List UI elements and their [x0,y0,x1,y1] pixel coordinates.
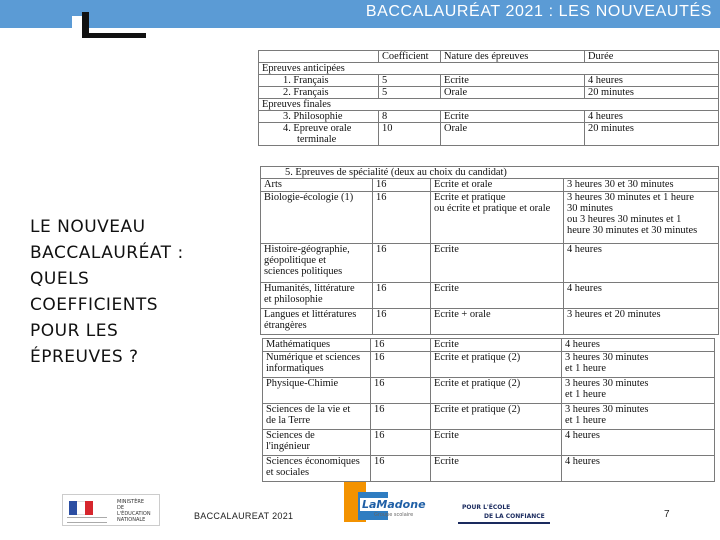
duree-cell: 20 minutes [585,87,719,99]
slide-title: BACCALAURÉAT 2021 : LES NOUVEAUTÉS [365,3,712,20]
table-row [263,430,715,456]
table-row [263,352,715,378]
table-row [263,456,715,482]
epreuve-line: Sciences économiques [266,456,360,467]
table-row [259,123,719,146]
epreuve-cell [263,456,371,482]
duree-cell: 4 heures [585,75,719,87]
epreuve-cell: 2. Français [259,87,379,99]
ministry-line: DE L'ÉDUCATION [117,505,151,517]
table-row [259,75,719,87]
group-label: Epreuves finales [259,99,719,111]
coef-cell: 16 [371,339,431,352]
nature-cell: Ecrite [431,244,564,283]
table-row [261,192,719,244]
duree-line: 3 heures 30 minutes et 1 heure [567,192,694,203]
nature-cell: Ecrite et pratique (2) [431,352,562,378]
nature-cell: Orale [441,123,585,146]
flag-white [77,501,85,515]
ministry-logo [62,494,160,526]
coef-cell: 16 [371,430,431,456]
epreuve-cell: Biologie-écologie (1) [261,192,373,244]
corner-logo-horizontal-bar [82,33,146,38]
nature-cell: Ecrite [441,111,585,123]
heading-line: LE NOUVEAU [30,217,146,237]
nature-cell [431,192,564,244]
ministry-line: NATIONALE [117,517,146,523]
coef-cell: 16 [371,404,431,430]
coef-cell: 16 [373,309,431,335]
epreuve-cell [261,309,373,335]
table-row [263,339,715,352]
coef-cell: 16 [373,283,431,309]
group-row-specialite [261,167,719,179]
epreuve-cell: Mathématiques [263,339,371,352]
ministry-line: MINISTÈRE [117,499,145,505]
epreuve-cell: Physique-Chimie [263,378,371,404]
nature-cell: Ecrite et pratique (2) [431,378,562,404]
nature-cell: Ecrite [441,75,585,87]
duree-line: et 1 heure [565,363,606,374]
header-cell: Durée [585,51,719,63]
epreuve-line: Sciences de [266,430,315,441]
duree-cell [562,352,715,378]
epreuve-line: Langues et littératures [264,309,357,320]
epreuve-cell [259,123,379,146]
coef-cell: 16 [371,456,431,482]
epreuve-line: Histoire-géographie, [264,244,350,255]
duree-line: et 1 heure [565,415,606,426]
duree-cell: 3 heures 30 et 30 minutes [564,179,719,192]
nature-cell: Ecrite [431,283,564,309]
duree-cell: 4 heures [562,430,715,456]
duree-cell: 4 heures [562,339,715,352]
logo-subtitle: Groupe scolaire [374,512,414,518]
epreuve-line: étrangères [264,320,307,331]
table-row [263,404,715,430]
epreuve-line: et sociales [266,467,309,478]
ministry-divider [67,517,107,523]
duree-cell: 4 heures [562,456,715,482]
nature-cell: Orale [441,87,585,99]
duree-cell: 4 heures [564,244,719,283]
header-cell: Coefficient [379,51,441,63]
epreuve-line: 4. Epreuve orale [283,123,352,134]
group-row-finales [259,99,719,111]
nature-line: ou écrite et pratique et orale [434,203,551,214]
epreuve-line: Sciences de la vie et [266,404,351,415]
duree-line: 3 heures 30 minutes [565,404,649,415]
coef-cell: 16 [371,378,431,404]
epreuve-cell: Arts [261,179,373,192]
duree-line: 3 heures 30 minutes [565,378,649,389]
header-cell: Nature des épreuves [441,51,585,63]
table-top [258,50,719,146]
flag-blue [69,501,77,515]
epreuve-cell [261,283,373,309]
coef-cell: 16 [373,179,431,192]
ecole-confiance-logo [458,502,552,526]
duree-cell [562,378,715,404]
ecole-line: POUR L'ÉCOLE [462,504,511,511]
table-row [263,378,715,404]
nature-cell: Ecrite [431,456,562,482]
epreuve-cell [263,430,371,456]
group-row-anticipees [259,63,719,75]
flag-red [85,501,93,515]
table-row [261,244,719,283]
coef-cell: 5 [379,75,441,87]
epreuve-cell: 3. Philosophie [259,111,379,123]
duree-line: heure 30 minutes et 30 minutes [567,225,698,236]
duree-cell: 20 minutes [585,123,719,146]
header-cell [259,51,379,63]
coef-cell: 10 [379,123,441,146]
coef-cell: 16 [371,352,431,378]
duree-cell [564,192,719,244]
epreuve-line: l'ingénieur [266,441,310,452]
duree-cell: 3 heures et 20 minutes [564,309,719,335]
epreuve-line: Humanités, littérature [264,283,355,294]
duree-cell: 4 heures [585,111,719,123]
epreuve-line: et philosophie [264,294,323,305]
duree-line: 3 heures 30 minutes [565,352,649,363]
epreuve-cell [263,352,371,378]
nature-cell: Ecrite et orale [431,179,564,192]
logo-name: LaMadone [362,498,426,511]
footer-label: BACCALAUREAT 2021 [194,511,294,521]
ecole-line: DE LA CONFIANCE [484,513,545,520]
heading-line: ÉPREUVES ? [30,347,139,367]
ecole-underline [458,522,550,524]
coef-cell: 5 [379,87,441,99]
duree-cell [562,404,715,430]
duree-line: 30 minutes [567,203,613,214]
nature-cell: Ecrite [431,430,562,456]
group-label: Epreuves anticipées [259,63,719,75]
table-row [259,87,719,99]
table-row [261,179,719,192]
table-section-top [258,50,718,146]
group-label: 5. Epreuves de spécialité (deux au choix du candidat) [261,167,719,179]
epreuve-cell: 1. Français [259,75,379,87]
epreuve-line: sciences politiques [264,266,343,277]
page-number: 7 [664,509,670,520]
heading-line: QUELS [30,269,90,289]
table-section-specialite-a [260,166,718,335]
epreuve-line: de la Terre [266,415,311,426]
table-row [261,309,719,335]
nature-cell: Ecrite et pratique (2) [431,404,562,430]
table-header-row [259,51,719,63]
coef-cell: 16 [373,244,431,283]
coef-cell: 16 [373,192,431,244]
epreuve-line: géopolitique et [264,255,327,266]
heading-line: BACCALAURÉAT : [30,243,184,263]
nature-cell: Ecrite + orale [431,309,564,335]
heading-line: POUR LES [30,321,119,341]
epreuve-cell [261,244,373,283]
nature-cell: Ecrite [431,339,562,352]
nature-line: Ecrite et pratique [434,192,506,203]
ministry-name [117,499,159,523]
corner-logo [72,8,148,38]
duree-line: et 1 heure [565,389,606,400]
table-row [261,283,719,309]
corner-logo-gap [72,16,82,38]
duree-cell: 4 heures [564,283,719,309]
table-specialite-b [262,338,715,482]
epreuve-cell [263,404,371,430]
heading-line: COEFFICIENTS [30,295,159,315]
duree-line: ou 3 heures 30 minutes et 1 [567,214,682,225]
lamadone-logo [344,480,426,524]
table-specialite-a [260,166,719,335]
coefficients-table [258,48,718,480]
epreuve-line: Numérique et sciences [266,352,361,363]
table-section-specialite-b [262,338,714,482]
coef-cell: 8 [379,111,441,123]
epreuve-line: terminale [297,134,337,145]
table-row [259,111,719,123]
section-heading [30,214,240,370]
french-flag-icon [69,501,93,515]
epreuve-line: informatiques [266,363,324,374]
